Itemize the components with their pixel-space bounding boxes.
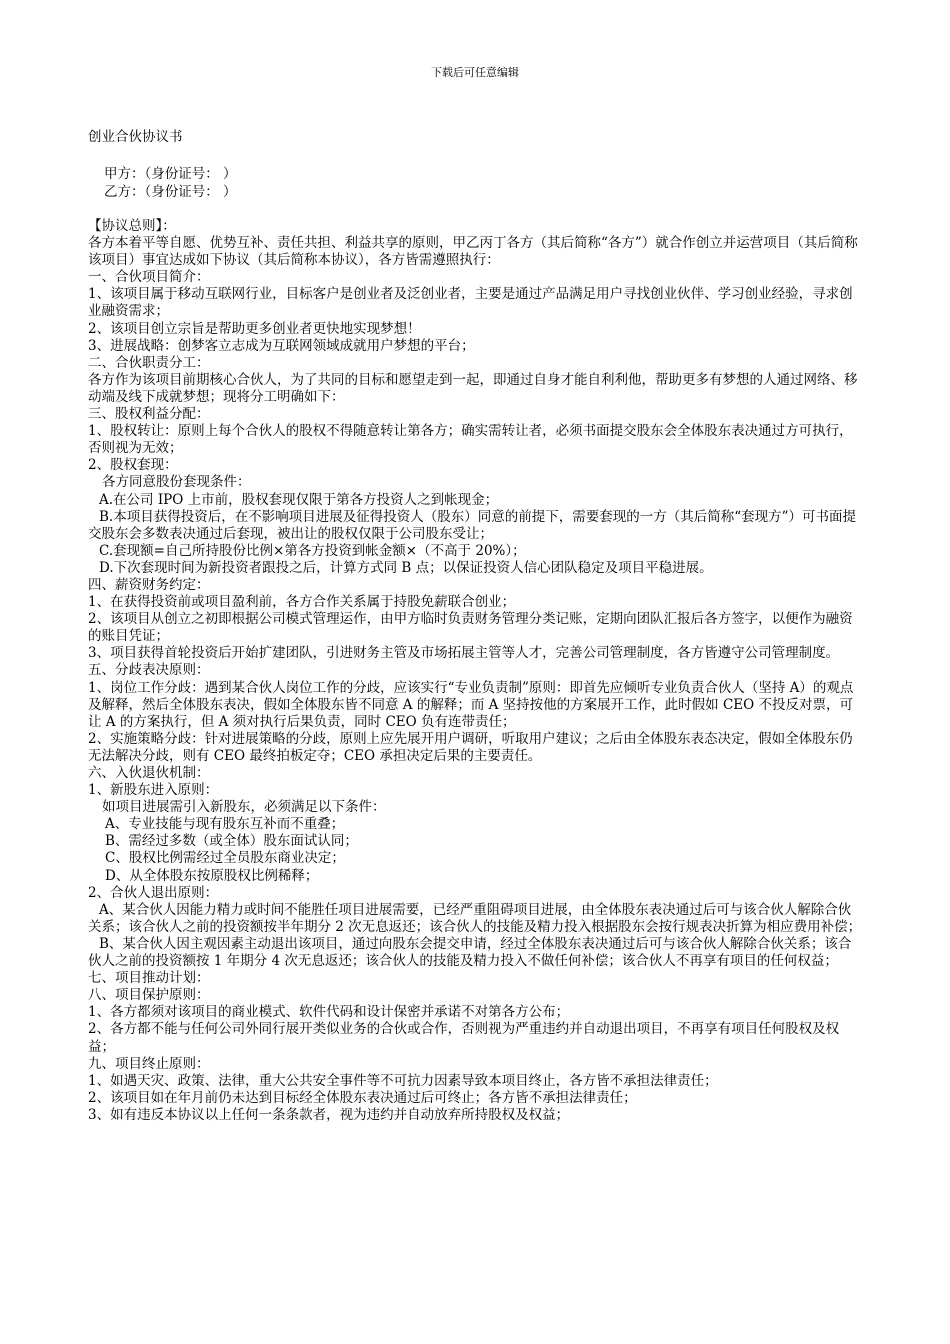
paragraph: 2、该项目创立宗旨是帮助更多创业者更快地实现梦想！ — [88, 320, 421, 337]
list-item: A、专业技能与现有股东互补而不重叠； — [105, 816, 345, 833]
paragraph: 2、各方都不能与任何公司外同行展开类似业务的合伙或合作，否则视为严重违约并自动退出项目，不再享有项目任何股权及权益； — [88, 1021, 840, 1055]
paragraph: 3、如有违反本协议以上任何一条条款者，视为违约并自动放弃所持股权及权益； — [88, 1106, 570, 1123]
paragraph: 1、各方都须对该项目的商业模式、软件代码和设计保密并承诺不对第各方公布； — [88, 1004, 570, 1021]
paragraph: 各方本着平等自愿、优势互补、责任共担、利益共享的原则，甲乙丙丁各方（其后简称“各方”）就合作创立并运营项目（其后简称该项目）事宜达成如下协议（其后简称本协议），各方皆需遵照执行： — [88, 235, 858, 269]
section-heading: 八、项目保护原则： — [88, 987, 210, 1004]
paragraph: 各方同意股份套现条件： — [102, 474, 251, 491]
paragraph: 2、实施策略分歧：针对进展策略的分歧，原则上应先展开用户调研，听取用户建议；之后由全体股东表态决定，假如全体股东仍无法解决分歧，则有 CEO 最终拍板定夺；CEO 承担决定后果的主要责任。 — [88, 730, 853, 764]
list-item: B、需经过多数（或全体）股东面试认同； — [105, 833, 358, 850]
section-heading: 一、合伙项目简介： — [88, 269, 210, 286]
paragraph: 1、该项目属于移动互联网行业，目标客户是创业者及泛创业者，主要是通过产品满足用户寻找创业伙伴、学习创业经验，寻求创业融资需求； — [88, 286, 853, 320]
section-heading: 九、项目终止原则： — [88, 1055, 210, 1072]
document-body — [88, 218, 862, 1124]
list-item: A、某合伙人因能力精力或时间不能胜任项目进展需要，已经严重阻碍项目进展，由全体股东表决通过后可与该合伙人解除合伙关系；该合伙人之前的投资额按半年期分 2 次无息返还；该合伙人的技能及精力投入根据股东会按行规表决折算为相应费用补偿； — [88, 901, 862, 935]
section-heading: 四、薪资财务约定： — [88, 576, 210, 593]
list-item: D、从全体股东按原股权比例稀释； — [105, 867, 319, 884]
paragraph: 如项目进展需引入新股东，必须满足以下条件： — [102, 799, 386, 816]
paragraph: 3、进展战略：创梦客立志成为互联网领域成就用户梦想的平台； — [88, 337, 475, 354]
paragraph: 2、合伙人退出原则： — [88, 884, 219, 901]
section-heading: 二、合伙职责分工： — [88, 354, 210, 371]
list-item: C.套现额=自己所持股份比例×第各方投资到帐金额×（不高于 20%）； — [99, 542, 526, 559]
list-item: D.下次套现时间为新投资者跟投之后，计算方式同 B 点；以保证投资人信心团队稳定及项目平稳进展。 — [99, 559, 713, 576]
paragraph: 1、新股东进入原则： — [88, 782, 219, 799]
paragraph: 各方作为该项目前期核心合伙人，为了共同的目标和愿望走到一起，即通过自身才能自利利他，帮助更多有梦想的人通过网络、移动端及线下成就梦想；现将分工明确如下： — [88, 371, 858, 405]
list-item: B.本项目获得投资后，在不影响项目进展及征得投资人（股东）同意的前提下，需要套现的一方（其后简称“套现方”）可书面提交股东会多数表决通过后套现，被出让的股权仅限于公司股东受让； — [88, 508, 857, 542]
party-b-line: 乙方：（身份证号： ） — [104, 184, 237, 200]
header-note: 下载后可任意编辑 — [431, 66, 519, 79]
paragraph: 3、项目获得首轮投资后开始扩建团队，引进财务主管及市场拓展主管等人才，完善公司管理制度，各方皆遵守公司管理制度。 — [88, 645, 840, 662]
paragraph: 1、岗位工作分歧：遇到某合伙人岗位工作的分歧，应该实行“专业负责制”原则：即首先应倾听专业负责合伙人（坚持 A）的观点及解释，然后全体股东表决，假如全体股东皆不同意 A 的解释；而 A 坚持按他的方案展开工作，此时假如 CEO 不投反对票，可让 A 的方案执行，但 A 须对执行后果负责，同时 CEO 负有连带责任； — [88, 679, 854, 730]
section-heading: 三、股权利益分配： — [88, 406, 210, 423]
party-a-line: 甲方：（身份证号： ） — [104, 166, 237, 182]
section-heading: 六、入伙退伙机制： — [88, 765, 210, 781]
paragraph: 1、股权转让：原则上每个合伙人的股权不得随意转让第各方；确实需转让者，必须书面提交股东会全体股东表决通过方可执行，否则视为无效； — [88, 423, 853, 457]
paragraph: 1、在获得投资前或项目盈利前，各方合作关系属于持股免薪联合创业； — [88, 594, 516, 611]
paragraph: 1、如遇天灾、政策、法律，重大公共安全事件等不可抗力因素导致本项目终止，各方皆不承担法律责任； — [88, 1072, 718, 1089]
list-item: A.在公司 IPO 上市前，股权套现仅限于第各方投资人之到帐现金； — [99, 491, 499, 508]
paragraph: 2、该项目从创立之初即根据公司模式管理运作，由甲方临时负责财务管理分类记账，定期向团队汇报后各方签字，以便作为融资的账目凭证； — [88, 611, 853, 645]
section-heading: 五、分歧表决原则： — [88, 662, 210, 679]
paragraph: 2、该项目如在年月前仍未达到目标经全体股东表决通过后可终止；各方皆不承担法律责任； — [88, 1089, 637, 1106]
document-title: 创业合伙协议书 — [88, 129, 183, 145]
list-item: B、某合伙人因主观因素主动退出该项目，通过向股东会提交申请，经过全体股东表决通过后可与该合伙人解除合伙关系；该合伙人之前的投资额按 1 年期分 4 次无息返还；该合伙人的技能及精力投入不做任何补偿；该合伙人不再享有项目的任何权益； — [88, 935, 852, 970]
list-item: C、股权比例需经过全员股东商业决定； — [105, 850, 345, 867]
paragraph: 2、股权套现： — [88, 457, 178, 474]
section-heading: 七、项目推动计划： — [88, 970, 210, 987]
section-general-heading: 【协议总则】： — [88, 218, 176, 234]
